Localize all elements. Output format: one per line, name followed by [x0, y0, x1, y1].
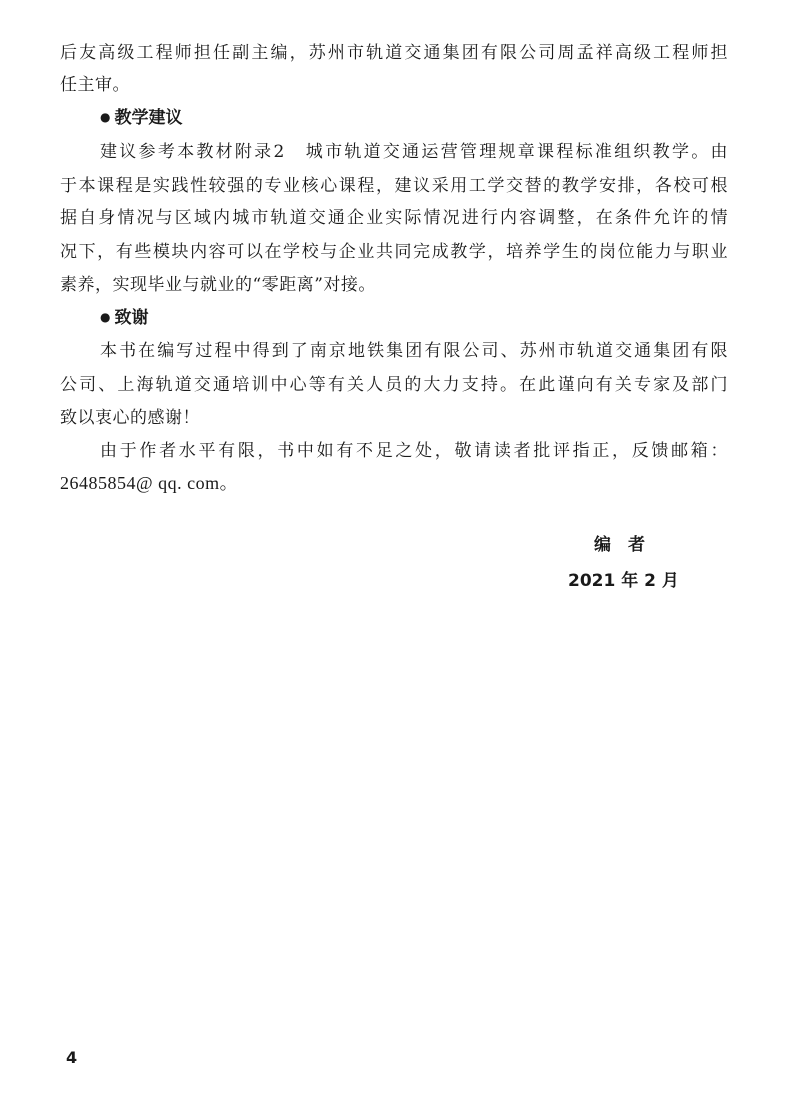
- bullet-icon: ●: [100, 309, 111, 324]
- signature-author: 编 者: [594, 535, 645, 555]
- intro-line-2: 任主审。: [60, 75, 130, 95]
- feedback-email-line: 26485854@ qq. com。: [60, 473, 239, 493]
- section-heading-teaching: [100, 103, 182, 133]
- bullet-icon: ●: [100, 109, 111, 124]
- thanks-line-3: 致以衷心的感谢！: [60, 408, 200, 428]
- page-number: 4: [66, 1048, 78, 1067]
- signature-date: 2021 年 2 月: [568, 571, 679, 591]
- thanks-line-2: 公司、上海轨道交通培训中心等有关人员的大力支持。在此谨向有关专家及部门: [60, 375, 728, 395]
- section-heading-thanks-label: 致谢: [114, 308, 149, 328]
- section-heading-teaching-label: 教学建议: [114, 108, 183, 128]
- teaching-line-5: 素养，实现毕业与就业的“零距离”对接。: [60, 275, 376, 295]
- intro-line-1: 后友高级工程师担任副主编，苏州市轨道交通集团有限公司周孟祥高级工程师担: [60, 43, 728, 63]
- teaching-line-4: 况下，有些模块内容可以在学校与企业共同完成教学，培养学生的岗位能力与职业: [60, 242, 728, 262]
- section-heading-thanks: [100, 303, 148, 333]
- thanks-line-1: 本书在编写过程中得到了南京地铁集团有限公司、苏州市轨道交通集团有限: [100, 341, 728, 361]
- teaching-line-2: 于本课程是实践性较强的专业核心课程，建议采用工学交替的教学安排，各校可根: [60, 176, 728, 196]
- teaching-line-3: 据自身情况与区域内城市轨道交通企业实际情况进行内容调整，在条件允许的情: [60, 208, 728, 228]
- teaching-line-1: 建议参考本教材附录2 城市轨道交通运营管理规章课程标准组织教学。由: [100, 142, 728, 162]
- feedback-line-1: 由于作者水平有限，书中如有不足之处，敬请读者批评指正，反馈邮箱：: [100, 441, 728, 461]
